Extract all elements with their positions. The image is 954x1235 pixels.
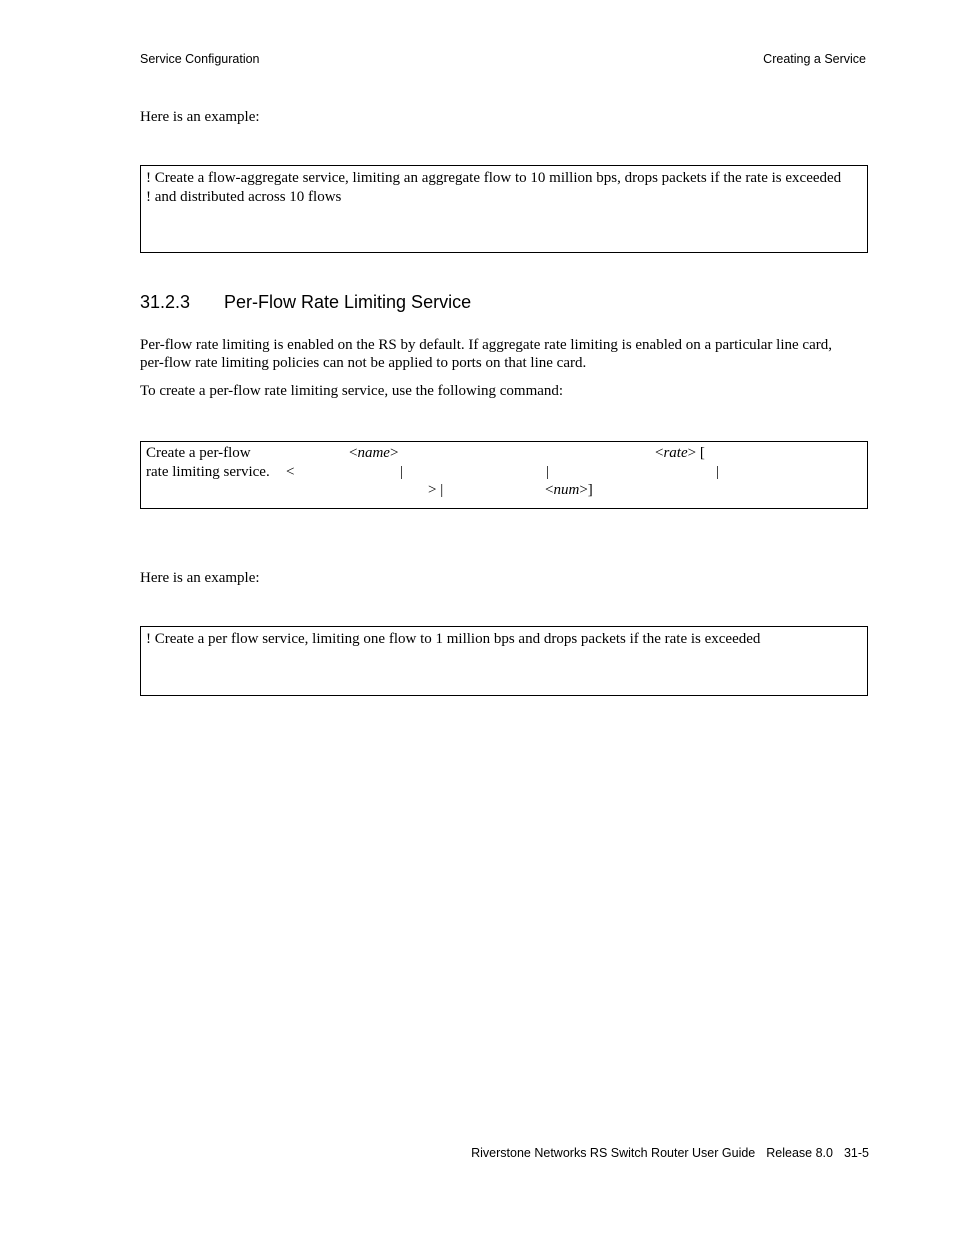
command-fragment: > | [428,482,444,498]
command-separator: | [546,464,550,480]
paragraph-line: per-flow rate limiting policies can not be applied to ports on that line card. [140,355,587,371]
example-intro-1: Here is an example: [140,109,260,125]
footer-release: Release 8.0 [766,1146,833,1160]
section-number: 31.2.3 [140,292,191,312]
code-line: ! and distributed across 10 flows [146,189,342,205]
command-table [140,441,868,509]
section-title: Per-Flow Rate Limiting Service [224,292,472,312]
command-fragment: < [286,464,295,480]
footer-title: Riverstone Networks RS Switch Router User Guide [471,1146,756,1160]
command-description-line2: rate limiting service. [146,464,270,480]
paragraph-line: To create a per-flow rate limiting service, use the following command: [140,383,564,399]
page-number: 31-5 [843,1146,869,1160]
command-description-line1: Create a per-flow [146,445,251,461]
code-box-1 [140,165,868,253]
command-num-param: <num>] [545,482,593,498]
code-box-2 [140,626,868,696]
running-footer [471,1146,869,1160]
running-header-left: Service Configuration [140,52,260,66]
command-separator: | [400,464,404,480]
command-rate-param: <rate> [ [655,445,705,461]
paragraph-line: Per-flow rate limiting is enabled on the RS by default. If aggregate rate limiting is enabled on a particular line card, [140,337,832,353]
code-line: ! Create a flow-aggregate service, limiting an aggregate flow to 10 million bps, drops packets if the rate is exceeded [146,170,842,186]
command-name-param: <name> [349,445,399,461]
code-line: ! Create a per flow service, limiting one flow to 1 million bps and drops packets if the rate is exceeded [146,631,761,647]
running-header-right: Creating a Service [763,52,866,66]
command-separator: | [716,464,720,480]
example-intro-2: Here is an example: [140,570,260,586]
